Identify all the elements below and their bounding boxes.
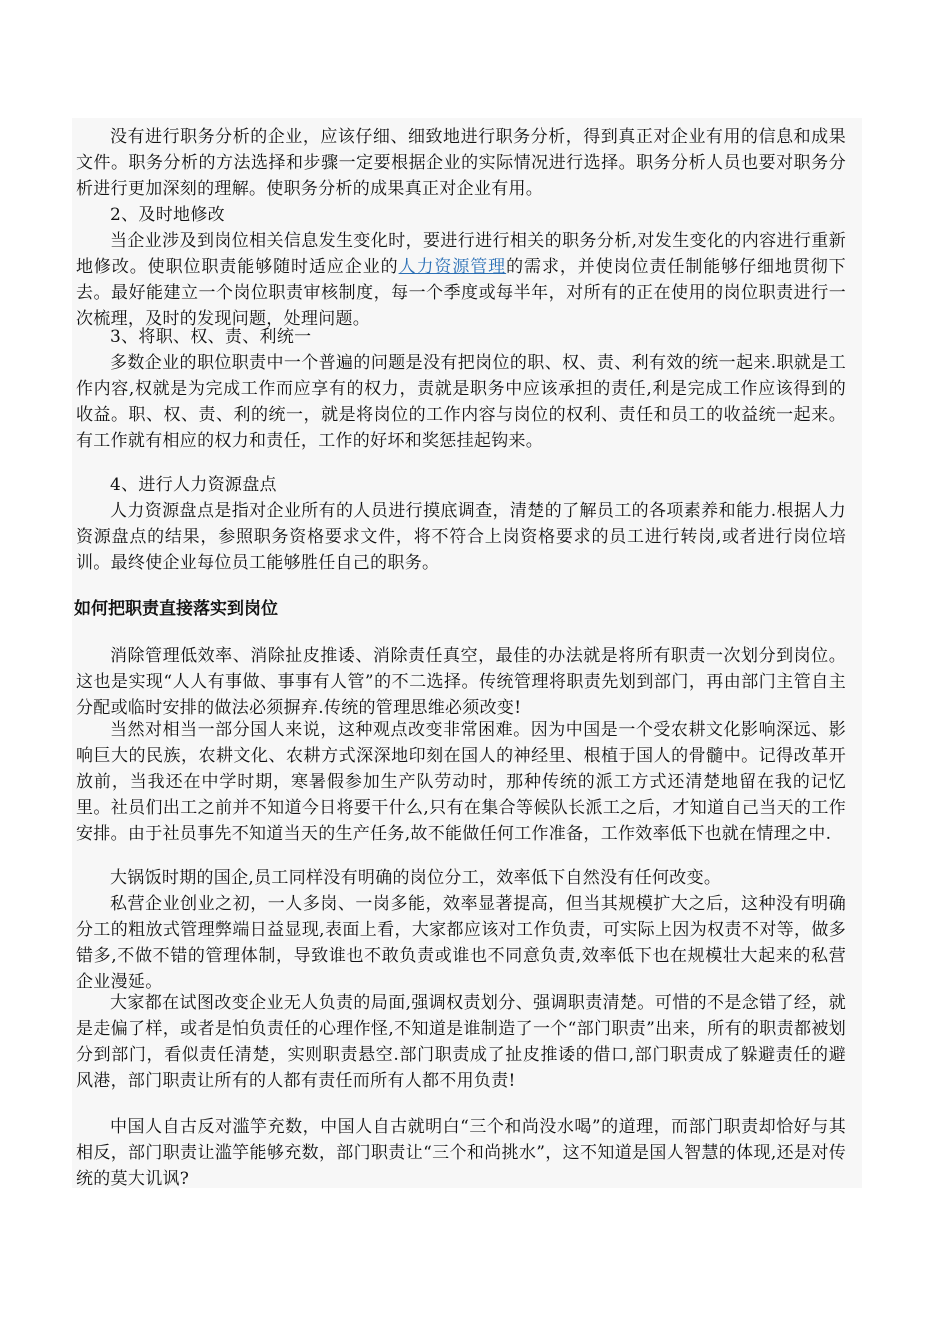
paragraph-three-monks: 中国人自古反对滥竽充数，中国人自古就明白“三个和尚没水喝”的道理，而部门职责却恰好与其相反，部门职责让滥竽能够充数，部门职责让“三个和尚挑水”，这不知道是国人智慧的体现,还是对传统的莫大讥讽? — [76, 1117, 846, 1189]
subheading-unify-duties: 3、将职、权、责、利统一 — [110, 327, 312, 347]
paragraph-job-analysis: 没有进行职务分析的企业，应该仔细、细致地进行职务分析，得到真正对企业有用的信息和成果文件。职务分析的方法选择和步骤一定要根据企业的实际情况进行选择。职务分析人员也要对职务分析进行更加深刻的理解。使职务分析的成果真正对企业有用。 — [76, 127, 846, 199]
paragraph-text-before-link: 当企业涉及到岗位相关信息发生变化时，要进行进行相关的职务分析,对发生变化的内容进行重新地修改。使职位职责能够随时适应企业的 — [76, 231, 846, 277]
paragraph-department-duties: 大家都在试图改变企业无人负责的局面,强调权责划分、强调职责清楚。可惜的不是念错了经，就是走偏了样，或者是怕负责任的心理作怪,不知道是谁制造了一个“部门职责”出来，所有的职责都被划分到部门，看似责任清楚，实则职责悬空.部门职责成了扯皮推诿的借口,部门职责成了躲避责任的避风港，部门职责让所有的人都有责任而所有人都不用负责! — [76, 993, 846, 1091]
paragraph-unify-duties: 多数企业的职位职责中一个普遍的问题是没有把岗位的职、权、责、利有效的统一起来.职就是工作内容,权就是为完成工作而应享有的权力，责就是职务中应该承担的责任,利是完成工作应该得到的收益。职、权、责、利的统一，就是将岗位的工作内容与岗位的权利、责任和员工的收益统一起来。有工作就有相应的权力和责任，工作的好坏和奖惩挂起钩来。 — [76, 353, 846, 451]
paragraph-text-after-link: 的需求，并使岗位责任制能够仔细地贯彻下去。最好能建立一个岗位职责审核制度，每一个季度或每半年，对所有的正在使用的岗位职责进行一次梳理，及时的发现问题，处理问题。 — [76, 257, 846, 329]
paragraph-timely-revision — [76, 228, 846, 332]
paragraph-state-owned: 大锅饭时期的国企,员工同样没有明确的岗位分工，效率低下自然没有任何改变。 — [110, 868, 722, 888]
paragraph-hr-inventory: 人力资源盘点是指对企业所有的人员进行摸底调查，清楚的了解员工的各项素养和能力.根据人力资源盘点的结果，参照职务资格要求文件，将不符合上岗资格要求的员工进行转岗,或者进行岗位培训。最终使企业每位员工能够胜任自己的职务。 — [76, 501, 846, 573]
subheading-timely-revision: 2、及时地修改 — [110, 205, 225, 225]
paragraph-farming-culture: 当然对相当一部分国人来说，这种观点改变非常困难。因为中国是一个受农耕文化影响深远、影响巨大的民族，农耕文化、农耕方式深深地印刻在国人的神经里、根植于国人的骨髓中。记得改革开放前，当我还在中学时期，寒暑假参加生产队劳动时，那种传统的派工方式还清楚地留在我的记忆里。社员们出工之前并不知道今日将要干什么,只有在集合等候队长派工之后，才知道自己当天的工作安排。由于社员事先不知道当天的生产任务,故不能做任何工作准备，工作效率低下也就在情理之中. — [76, 720, 846, 844]
section-title: 如何把职责直接落实到岗位 — [74, 599, 278, 619]
paragraph-eliminate-inefficiency: 消除管理低效率、消除扯皮推诿、消除责任真空，最佳的办法就是将所有职责一次划分到岗位。这也是实现“人人有事做、事事有人管”的不二选择。传统管理将职责先划到部门，再由部门主管自主分配或临时安排的做法必须摒弃.传统的管理思维必须改变! — [76, 646, 846, 718]
subheading-hr-inventory: 4、进行人力资源盘点 — [110, 475, 277, 495]
paragraph-private-enterprise: 私营企业创业之初，一人多岗、一岗多能，效率显著提高，但当其规模扩大之后，这种没有明确分工的粗放式管理弊端日益显现,表面上看，大家都应该对工作负责，可实际上因为权责不对等，做多错多,不做不错的管理体制，导致谁也不敢负责或谁也不同意负责,效率低下也在规模壮大起来的私营企业漫延。 — [76, 894, 846, 992]
hr-management-link[interactable]: 人力资源管理 — [398, 257, 507, 277]
